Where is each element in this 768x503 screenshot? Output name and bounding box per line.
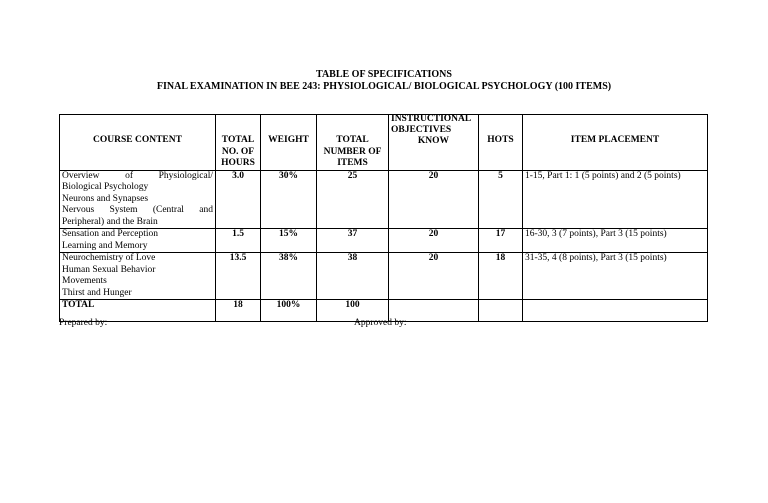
items-cell: 37 (317, 229, 389, 253)
course-content-cell: Neurochemistry of Love Human Sexual Behavior Movements Thirst and Hunger (60, 253, 216, 300)
items-cell: 25 (317, 170, 389, 229)
total-placement-empty (523, 300, 708, 322)
specifications-table (59, 114, 708, 322)
hots-cell: 17 (479, 229, 523, 253)
header-weight: WEIGHT (261, 115, 317, 171)
item-placement-cell: 16-30, 3 (7 points), Part 3 (15 points) (523, 229, 708, 253)
header-total-items: TOTAL NUMBER OF ITEMS (317, 115, 389, 171)
header-total-hours: TOTAL NO. OF HOURS (216, 115, 261, 171)
hots-cell: 18 (479, 253, 523, 300)
total-hots-empty (479, 300, 523, 322)
total-label: TOTAL (60, 300, 216, 322)
total-items: 100 (317, 300, 389, 322)
header-item-placement: ITEM PLACEMENT (523, 115, 708, 171)
weight-cell: 30% (261, 170, 317, 229)
hours-cell: 3.0 (216, 170, 261, 229)
header-hots: HOTS (479, 115, 523, 171)
item-placement-cell: 1-15, Part 1: 1 (5 points) and 2 (5 points) (523, 170, 708, 229)
course-content-cell: Overview of Physiological/ Biological Psychology Neurons and Synapses Nervous System (Central and Peripheral) and the Brain (60, 170, 216, 229)
table-row (60, 170, 708, 229)
item-placement-cell: 31-35, 4 (8 points), Part 3 (15 points) (523, 253, 708, 300)
approved-by-label: Approved by: (354, 318, 407, 328)
weight-cell: 38% (261, 253, 317, 300)
know-cell: 20 (389, 170, 479, 229)
total-weight: 100% (261, 300, 317, 322)
table-row (60, 229, 708, 253)
document-subtitle: FINAL EXAMINATION IN BEE 243: PHYSIOLOGICAL/ BIOLOGICAL PSYCHOLOGY (100 ITEMS) (156, 81, 612, 92)
know-cell: 20 (389, 229, 479, 253)
hours-cell: 13.5 (216, 253, 261, 300)
hots-cell: 5 (479, 170, 523, 229)
table-header-row (60, 115, 708, 171)
weight-cell: 15% (261, 229, 317, 253)
total-hours: 18 (216, 300, 261, 322)
header-know: INSTRUCTIONAL OBJECTIVES KNOW (389, 115, 479, 171)
document-title: TABLE OF SPECIFICATIONS (316, 69, 452, 80)
header-course-content: COURSE CONTENT (60, 115, 216, 171)
course-content-cell: Sensation and Perception Learning and Memory (60, 229, 216, 253)
hours-cell: 1.5 (216, 229, 261, 253)
know-cell: 20 (389, 253, 479, 300)
prepared-by-label: Prepared by: (59, 318, 108, 328)
items-cell: 38 (317, 253, 389, 300)
table-row (60, 253, 708, 300)
